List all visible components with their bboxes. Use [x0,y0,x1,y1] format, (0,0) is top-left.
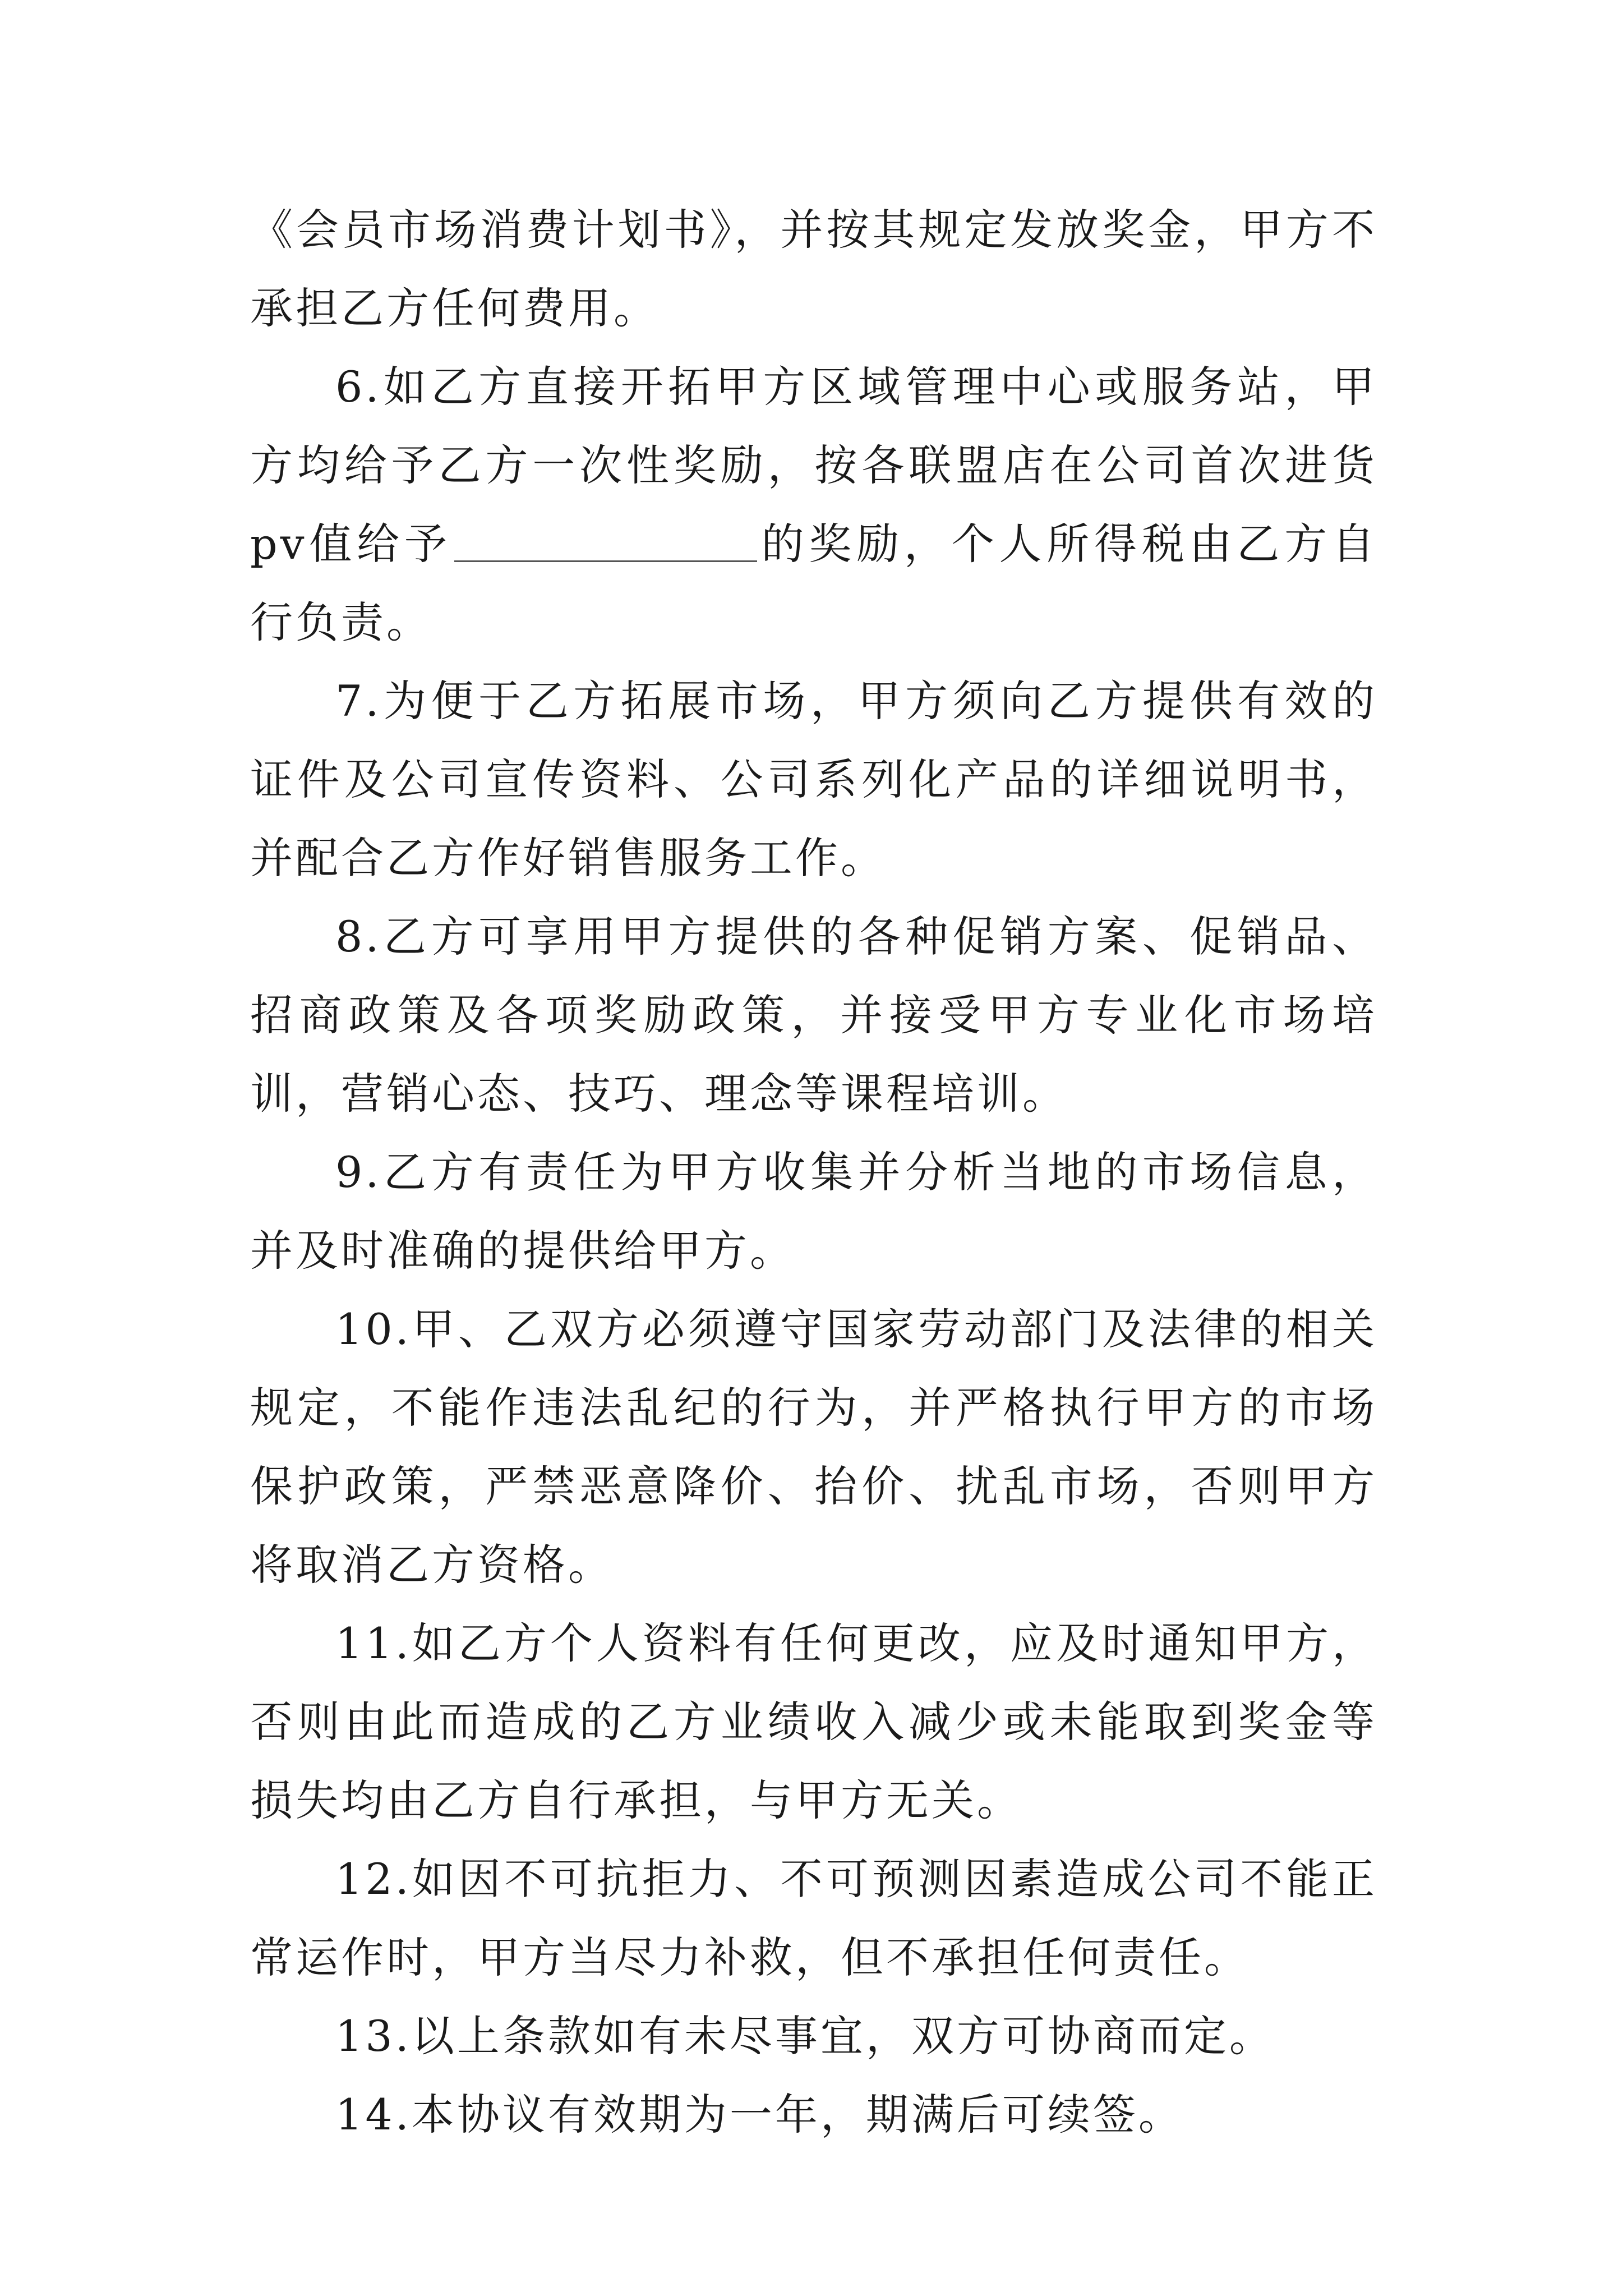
paragraph-8: 8.乙方可享用甲方提供的各种促销方案、促销品、招商政策及各项奖励政策，并接受甲方专业化市场培训，营销心态、技巧、理念等课程培训。 [250,912,1377,1119]
paragraph-5-continued: 《会员市场消费计划书》，并按其规定发放奖金，甲方不承担乙方任何费用。 [250,205,1377,333]
paragraph-11: 11.如乙方个人资料有任何更改，应及时通知甲方，否则由此而造成的乙方业绩收入减少或未能取到奖金等损失均由乙方自行承担，与甲方无关。 [250,1618,1377,1825]
paragraph-6-text-after: 的奖励，个人所得税由乙方自行负责。 [250,519,1378,647]
document-body [250,191,1377,2154]
paragraph-10: 10.甲、乙双方必须遵守国家劳动部门及法律的相关规定，不能作违法乱纪的行为，并严格执行甲方的市场保护政策，严禁恶意降价、抬价、扰乱市场，否则甲方将取消乙方资格。 [250,1304,1377,1590]
fill-in-blank [454,560,757,562]
paragraph-6-text-before: 6.如乙方直接开拓甲方区域管理中心或服务站，甲方均给予乙方一次性奖励，按各联盟店在公司首次进货pv值给予 [250,362,1377,569]
paragraph-9: 9.乙方有责任为甲方收集并分析当地的市场信息，并及时准确的提供给甲方。 [250,1147,1377,1276]
paragraph-13: 13.以上条款如有未尽事宜，双方可协商而定。 [335,2011,1275,2061]
paragraph-7: 7.为便于乙方拓展市场，甲方须向乙方提供有效的证件及公司宣传资料、公司系列化产品的详细说明书，并配合乙方作好销售服务工作。 [250,676,1377,883]
paragraph-6 [250,348,1377,662]
paragraph-12: 12.如因不可抗拒力、不可预测因素造成公司不能正常运作时，甲方当尽力补救，但不承担任何责任。 [250,1854,1377,1982]
paragraph-14: 14.本协议有效期为一年，期满后可续签。 [335,2090,1184,2139]
